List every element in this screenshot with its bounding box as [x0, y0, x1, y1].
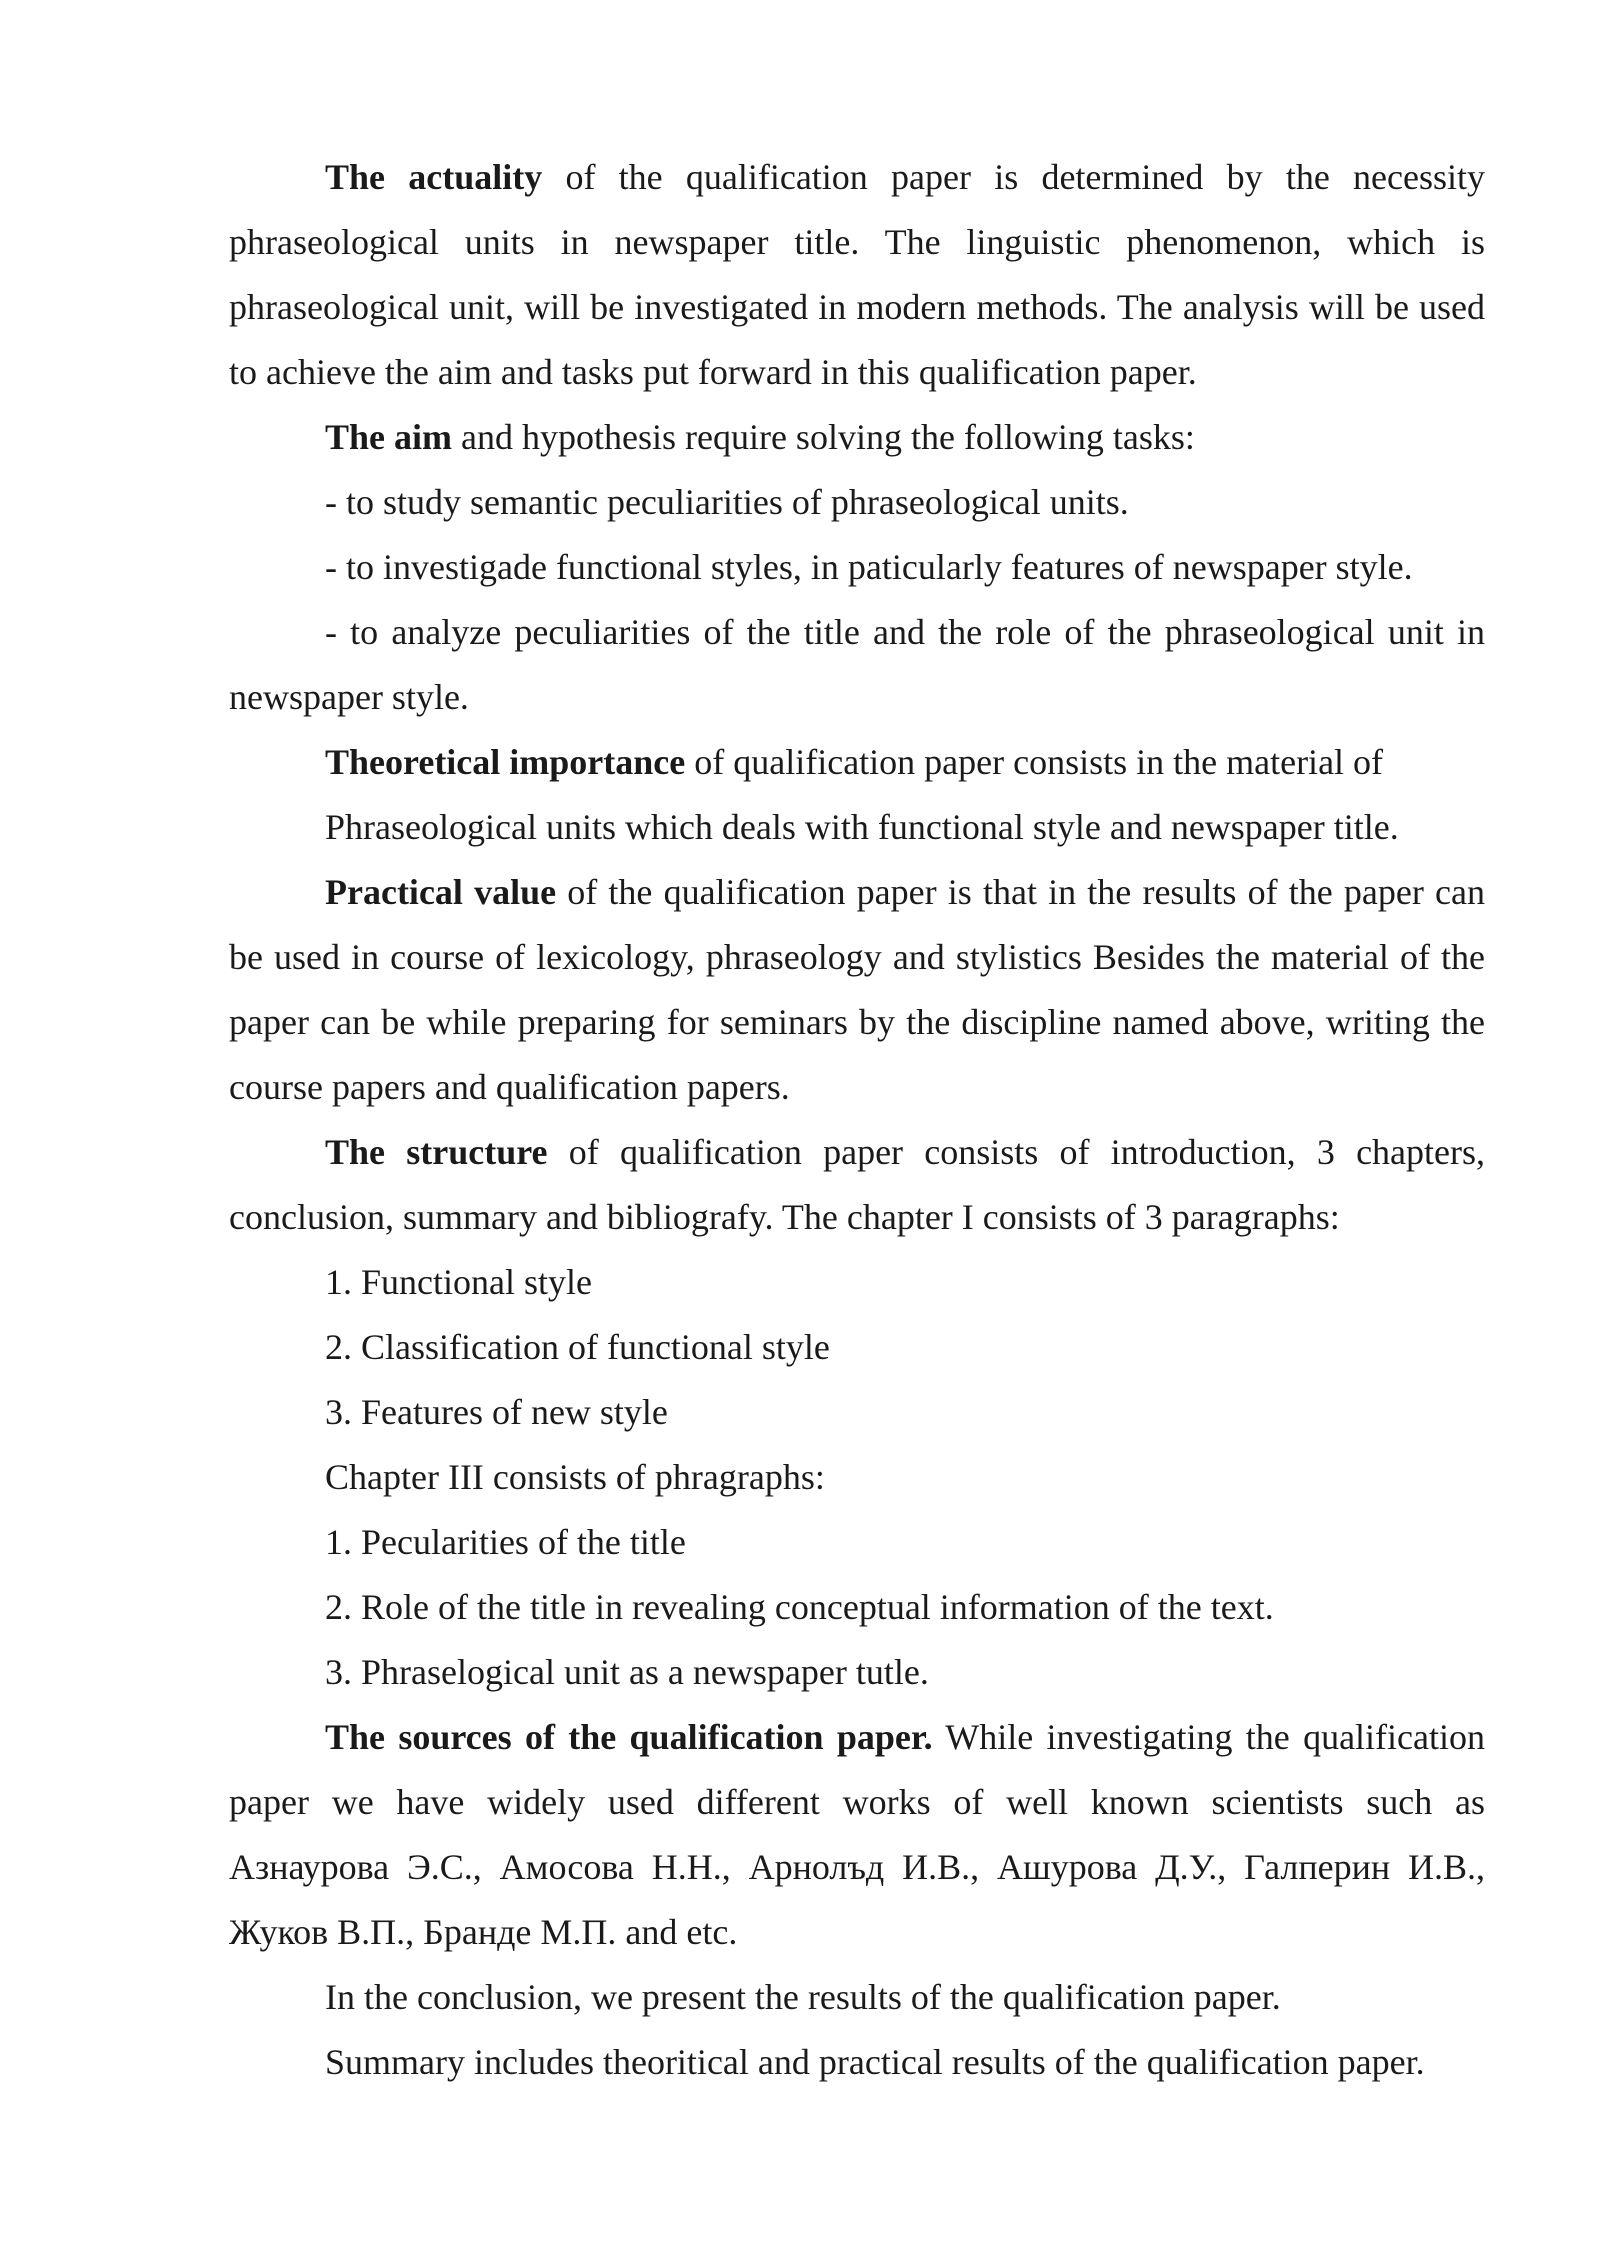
paragraph-aim	[229, 405, 1485, 470]
task-item: - to analyze peculiarities of the title and the role of the phraseological unit in newspaper style.	[229, 612, 1485, 717]
chapter1-item: 2. Classification of functional style	[325, 1327, 830, 1367]
chapter3-heading: Chapter III consists of phragraphs:	[325, 1457, 825, 1497]
term-structure: The structure	[325, 1132, 548, 1172]
sources-text: While investigating the qualification paper we have widely used different works of well known scientists such as Азнаурова Э.С., Амосова Н.Н., Арнолъд И.В., Ашурова Д.У., Галперин И.В., Жуков В.П., Бранде М.П. and etc.	[229, 1717, 1486, 1952]
theoretical-text: of qualification paper consists in the material of	[685, 742, 1384, 782]
paragraph-structure	[229, 1120, 1485, 1250]
chapter3-item: 2. Role of the title in revealing conceptual information of the text.	[325, 1587, 1274, 1627]
term-theoretical-importance: Theoretical importance	[325, 742, 686, 782]
term-aim: The aim	[325, 417, 453, 457]
paragraph-theoretical	[229, 730, 1485, 795]
chapter1-item: 3. Features of new style	[325, 1392, 668, 1432]
actuality-text: of the qualification paper is determined by the necessity phraseological units in newspaper title. The linguistic phenomenon, which is phraseological unit, will be investigated in modern methods. The analysis will be used to achieve the aim and tasks put forward in this qualification paper.	[229, 157, 1485, 392]
task-item: - to study semantic peculiarities of phraseological units.	[325, 482, 1129, 522]
aim-text: and hypothesis require solving the following tasks:	[452, 417, 1195, 457]
term-actuality: The actuality	[325, 157, 543, 197]
task-item: - to investigade functional styles, in paticularly features of newspaper style.	[325, 547, 1413, 587]
document-page	[229, 145, 1485, 2095]
paragraph-summary: Summary includes theoritical and practical results of the qualification paper.	[325, 2042, 1425, 2082]
structure-text: of qualification paper consists of introduction, 3 chapters, conclusion, summary and bibliografy. The chapter I consists of 3 paragraphs:	[229, 1132, 1486, 1237]
term-sources: The sources of the qualification paper.	[325, 1717, 933, 1757]
practical-text: of the qualification paper is that in the results of the paper can be used in course of lexicology, phraseology and stylistics Besides the material of the paper can be while preparing for seminars by the discipline named above, writing the course papers and qualification papers.	[229, 872, 1485, 1107]
paragraph-actuality	[229, 145, 1485, 405]
chapter3-item: 1. Pecularities of the title	[325, 1522, 686, 1562]
chapter1-item: 1. Functional style	[325, 1262, 592, 1302]
chapter3-item: 3. Phraselogical unit as a newspaper tutle.	[325, 1652, 929, 1692]
term-practical-value: Practical value	[325, 872, 557, 912]
paragraph-practical	[229, 860, 1485, 1120]
paragraph-conclusion: In the conclusion, we present the results of the qualification paper.	[325, 1977, 1281, 2017]
theoretical-line2: Phraseological units which deals with functional style and newspaper title.	[325, 807, 1399, 847]
paragraph-sources	[229, 1705, 1485, 1965]
